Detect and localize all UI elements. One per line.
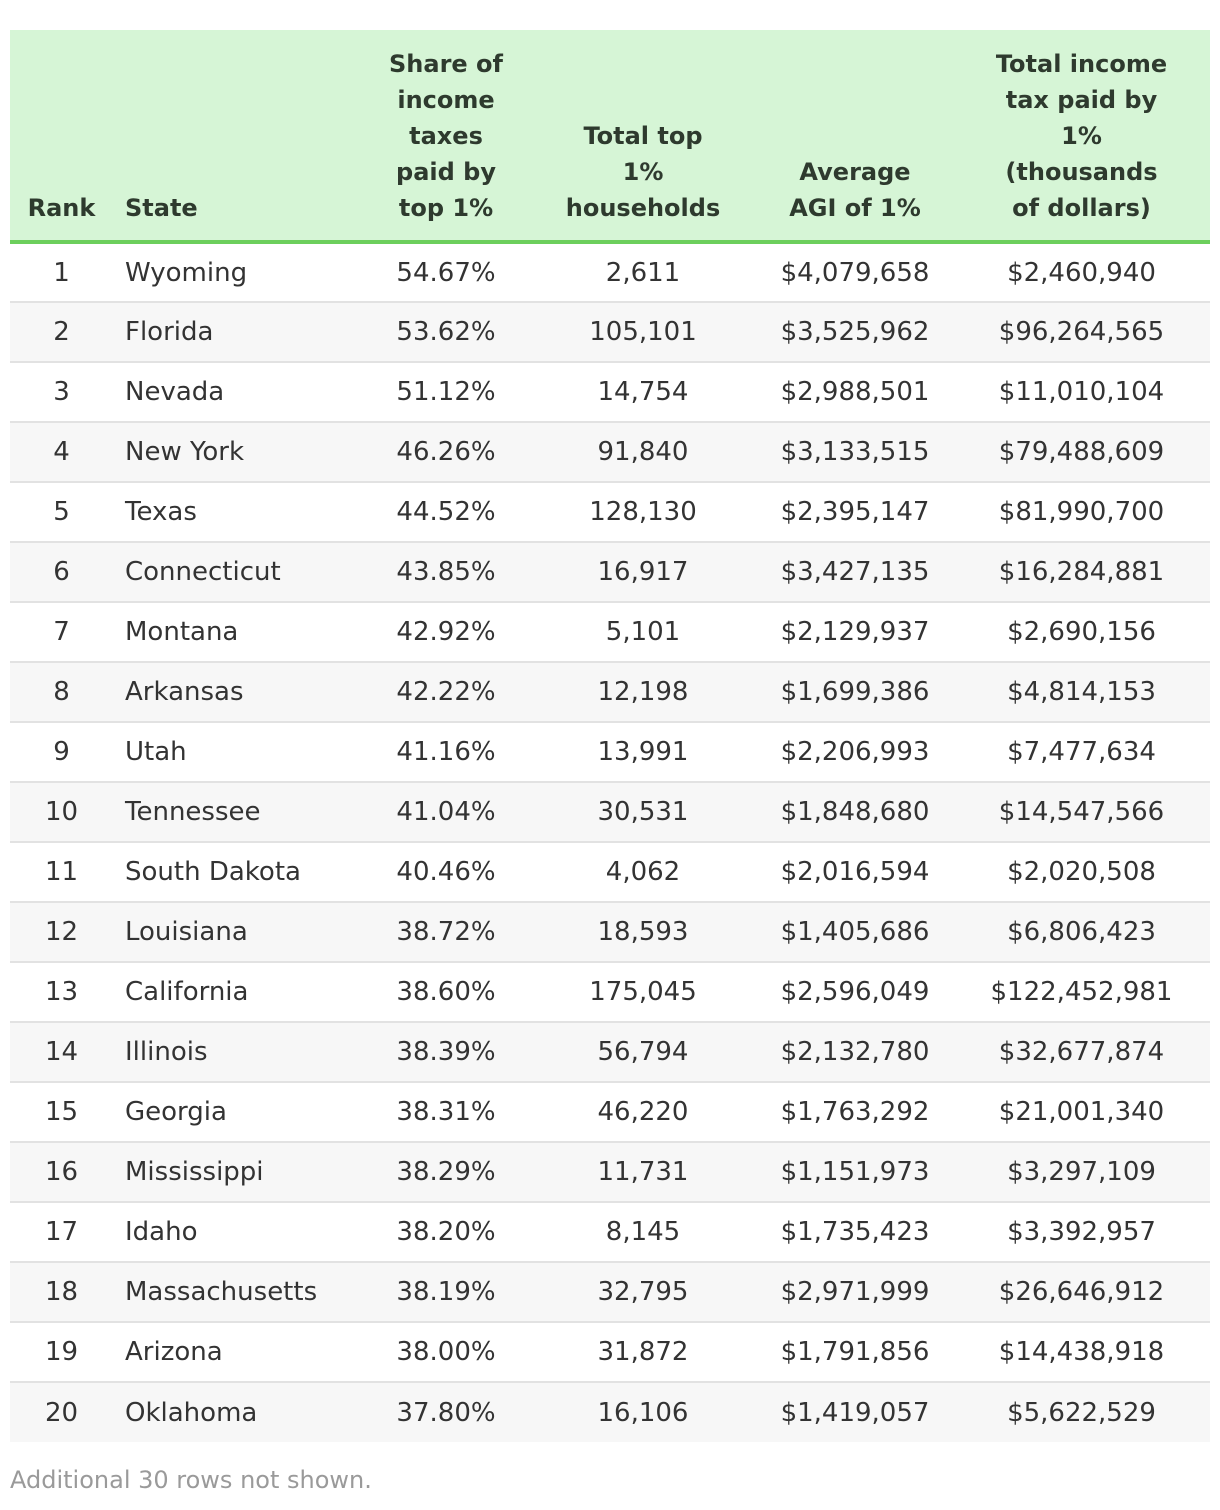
households-cell: 4,062 — [529, 842, 757, 902]
share-cell: 38.29% — [363, 1142, 529, 1202]
rank-cell: 16 — [10, 1142, 113, 1202]
state-cell: Texas — [113, 482, 363, 542]
table-row — [10, 1322, 1210, 1382]
table-row — [10, 722, 1210, 782]
table-body — [10, 242, 1210, 1442]
rank-cell: 7 — [10, 602, 113, 662]
agi-cell: $3,525,962 — [757, 302, 953, 362]
header-rank[interactable]: Rank — [10, 30, 113, 242]
households-cell: 16,917 — [529, 542, 757, 602]
table-row — [10, 782, 1210, 842]
state-tax-table — [10, 30, 1210, 1442]
table-row — [10, 962, 1210, 1022]
table-row — [10, 362, 1210, 422]
table-row — [10, 542, 1210, 602]
agi-cell: $1,699,386 — [757, 662, 953, 722]
agi-cell: $1,405,686 — [757, 902, 953, 962]
share-cell: 38.20% — [363, 1202, 529, 1262]
households-cell: 91,840 — [529, 422, 757, 482]
header-total-households[interactable]: Total top 1% households — [529, 30, 757, 242]
rank-cell: 17 — [10, 1202, 113, 1262]
table-row — [10, 842, 1210, 902]
table-row — [10, 302, 1210, 362]
households-cell: 13,991 — [529, 722, 757, 782]
state-cell: Wyoming — [113, 242, 363, 302]
agi-cell: $2,971,999 — [757, 1262, 953, 1322]
total-tax-cell: $14,547,566 — [953, 782, 1210, 842]
rank-cell: 18 — [10, 1262, 113, 1322]
agi-cell: $2,206,993 — [757, 722, 953, 782]
total-tax-cell: $79,488,609 — [953, 422, 1210, 482]
households-cell: 16,106 — [597, 1397, 689, 1428]
households-cell: 30,531 — [529, 782, 757, 842]
table-row — [10, 1262, 1210, 1322]
households-cell: 128,130 — [529, 482, 757, 542]
agi-cell: $2,129,937 — [757, 602, 953, 662]
state-cell: Arizona — [113, 1322, 363, 1382]
share-cell: 42.92% — [363, 602, 529, 662]
agi-cell: $1,791,856 — [757, 1322, 953, 1382]
agi-cell: $1,763,292 — [757, 1082, 953, 1142]
state-cell: Utah — [113, 722, 363, 782]
total-tax-cell: $21,001,340 — [953, 1082, 1210, 1142]
table-row — [10, 902, 1210, 962]
agi-cell: $1,151,973 — [757, 1142, 953, 1202]
rank-cell: 2 — [10, 302, 113, 362]
households-cell: 8,145 — [529, 1202, 757, 1262]
total-tax-cell: $11,010,104 — [953, 362, 1210, 422]
state-cell: Massachusetts — [113, 1262, 363, 1322]
total-tax-cell: $2,690,156 — [953, 602, 1210, 662]
households-cell: 105,101 — [529, 302, 757, 362]
share-cell: 40.46% — [363, 842, 529, 902]
share-cell: 38.31% — [363, 1082, 529, 1142]
total-tax-cell: $6,806,423 — [953, 902, 1210, 962]
agi-cell: $1,848,680 — [757, 782, 953, 842]
total-tax-cell: $5,622,529 — [1007, 1397, 1156, 1428]
state-cell: Louisiana — [113, 902, 363, 962]
households-cell: 5,101 — [529, 602, 757, 662]
share-cell: 38.39% — [363, 1022, 529, 1082]
rank-cell: 3 — [10, 362, 113, 422]
rank-cell: 8 — [10, 662, 113, 722]
header-average-agi[interactable]: Average AGI of 1% — [757, 30, 953, 242]
table-row — [10, 1382, 1210, 1442]
rank-cell: 1 — [10, 242, 113, 302]
state-cell: Arkansas — [113, 662, 363, 722]
state-cell: Montana — [113, 602, 363, 662]
state-cell: South Dakota — [113, 842, 363, 902]
households-cell: 2,611 — [529, 242, 757, 302]
rank-cell: 19 — [10, 1322, 113, 1382]
table-row — [10, 1082, 1210, 1142]
rank-cell: 12 — [10, 902, 113, 962]
share-cell: 44.52% — [363, 482, 529, 542]
households-cell: 56,794 — [529, 1022, 757, 1082]
share-cell: 41.04% — [363, 782, 529, 842]
header-total-tax-paid[interactable]: Total income tax paid by 1% (thousands of dollars) — [953, 30, 1210, 242]
total-tax-cell: $26,646,912 — [953, 1262, 1210, 1322]
rank-cell: 4 — [10, 422, 113, 482]
households-cell: 11,731 — [529, 1142, 757, 1202]
share-cell: 51.12% — [363, 362, 529, 422]
households-cell: 46,220 — [529, 1082, 757, 1142]
table-row — [10, 422, 1210, 482]
share-cell: 38.00% — [363, 1322, 529, 1382]
table-row — [10, 1202, 1210, 1262]
share-cell: 46.26% — [363, 422, 529, 482]
total-tax-cell: $16,284,881 — [953, 542, 1210, 602]
share-cell: 54.67% — [363, 242, 529, 302]
share-cell: 42.22% — [363, 662, 529, 722]
table-row — [10, 1022, 1210, 1082]
table-row — [10, 482, 1210, 542]
header-share-of-taxes[interactable]: Share of income taxes paid by top 1% — [363, 30, 529, 242]
state-cell: Georgia — [113, 1082, 363, 1142]
share-cell: 41.16% — [363, 722, 529, 782]
total-tax-cell: $7,477,634 — [953, 722, 1210, 782]
agi-cell: $3,427,135 — [757, 542, 953, 602]
total-tax-cell: $81,990,700 — [953, 482, 1210, 542]
agi-cell: $2,395,147 — [757, 482, 953, 542]
total-tax-cell: $96,264,565 — [953, 302, 1210, 362]
share-cell: 38.19% — [363, 1262, 529, 1322]
rank-cell: 14 — [10, 1022, 113, 1082]
share-cell: 37.80% — [396, 1397, 496, 1428]
header-state[interactable]: State — [113, 30, 363, 242]
households-cell: 14,754 — [529, 362, 757, 422]
agi-cell: $2,132,780 — [757, 1022, 953, 1082]
households-cell: 175,045 — [529, 962, 757, 1022]
table-row — [10, 242, 1210, 302]
agi-cell: $1,735,423 — [757, 1202, 953, 1262]
share-cell: 38.60% — [363, 962, 529, 1022]
total-tax-cell: $4,814,153 — [953, 662, 1210, 722]
state-cell: Connecticut — [113, 542, 363, 602]
table-row — [10, 602, 1210, 662]
total-tax-cell: $3,392,957 — [953, 1202, 1210, 1262]
state-cell: Tennessee — [113, 782, 363, 842]
rank-cell: 10 — [10, 782, 113, 842]
state-cell: Illinois — [113, 1022, 363, 1082]
rank-cell: 9 — [10, 722, 113, 782]
households-cell: 32,795 — [529, 1262, 757, 1322]
state-cell: New York — [113, 422, 363, 482]
share-cell: 43.85% — [363, 542, 529, 602]
rank-cell: 11 — [10, 842, 113, 902]
households-cell: 31,872 — [529, 1322, 757, 1382]
footer-note: Additional 30 rows not shown. — [10, 1466, 372, 1494]
total-tax-cell: $3,297,109 — [953, 1142, 1210, 1202]
agi-cell: $3,133,515 — [757, 422, 953, 482]
rank-cell: 20 — [44, 1397, 79, 1428]
state-cell: Mississippi — [113, 1142, 363, 1202]
table-row — [10, 662, 1210, 722]
agi-cell: $1,419,057 — [780, 1397, 930, 1428]
total-tax-cell: $122,452,981 — [953, 962, 1210, 1022]
table-row — [10, 1142, 1210, 1202]
table-container — [10, 30, 1210, 1442]
total-tax-cell: $2,460,940 — [953, 242, 1210, 302]
state-cell: California — [113, 962, 363, 1022]
rank-cell: 15 — [10, 1082, 113, 1142]
state-cell: Idaho — [113, 1202, 363, 1262]
state-cell: Oklahoma — [125, 1397, 258, 1428]
rank-cell: 6 — [10, 542, 113, 602]
households-cell: 18,593 — [529, 902, 757, 962]
households-cell: 12,198 — [529, 662, 757, 722]
table-header-row — [10, 30, 1210, 242]
state-cell: Florida — [113, 302, 363, 362]
total-tax-cell: $32,677,874 — [953, 1022, 1210, 1082]
total-tax-cell: $14,438,918 — [953, 1322, 1210, 1382]
state-cell: Nevada — [113, 362, 363, 422]
rank-cell: 13 — [10, 962, 113, 1022]
share-cell: 53.62% — [363, 302, 529, 362]
agi-cell: $4,079,658 — [757, 242, 953, 302]
share-cell: 38.72% — [363, 902, 529, 962]
agi-cell: $2,988,501 — [757, 362, 953, 422]
total-tax-cell: $2,020,508 — [953, 842, 1210, 902]
agi-cell: $2,596,049 — [757, 962, 953, 1022]
rank-cell: 5 — [10, 482, 113, 542]
agi-cell: $2,016,594 — [757, 842, 953, 902]
